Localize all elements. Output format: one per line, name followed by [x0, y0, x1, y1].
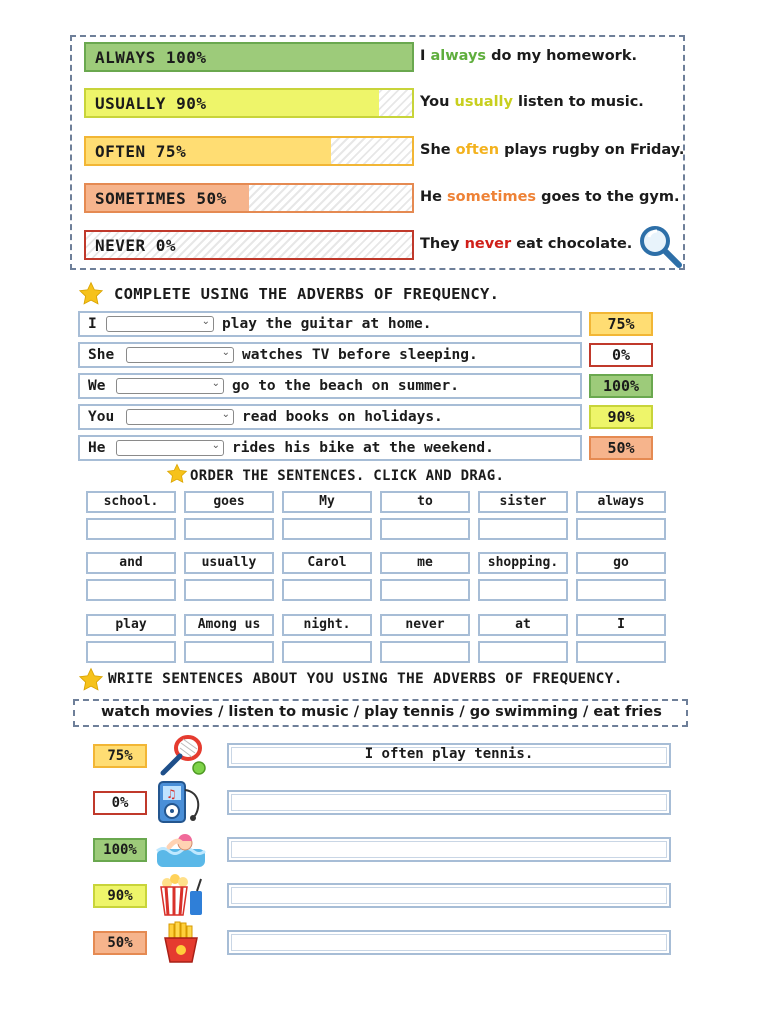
- example-rest: goes to the gym.: [536, 189, 680, 205]
- star-icon: [78, 281, 104, 307]
- swimmer-icon: [155, 827, 207, 871]
- percent-badge: 50%: [589, 436, 653, 460]
- answer-text: I often play tennis.: [364, 746, 534, 762]
- drop-slot[interactable]: [380, 641, 470, 663]
- complete-sentence-row: [78, 404, 582, 430]
- drop-slot[interactable]: [184, 579, 274, 601]
- word-tile[interactable]: shopping.: [478, 552, 568, 574]
- example-adverb: usually: [454, 94, 513, 110]
- percent-badge: 90%: [93, 884, 147, 908]
- adverb-dropdown[interactable]: [106, 316, 214, 332]
- example-sentence: [420, 236, 632, 252]
- sentence-rest: rides his bike at the weekend.: [232, 440, 494, 456]
- frequency-bar: [84, 42, 414, 72]
- drop-slot[interactable]: [380, 518, 470, 540]
- drop-slot[interactable]: [86, 579, 176, 601]
- word-tile[interactable]: goes: [184, 491, 274, 513]
- frequency-bar: [84, 230, 414, 260]
- example-sentence: [420, 48, 637, 64]
- answer-field-inner: [231, 887, 667, 904]
- sentence-rest: read books on holidays.: [242, 409, 443, 425]
- star-icon: [78, 667, 104, 693]
- drop-slot[interactable]: [184, 518, 274, 540]
- adverb-dropdown[interactable]: [126, 347, 234, 363]
- sentence-rest: play the guitar at home.: [222, 316, 432, 332]
- percent-badge: 50%: [93, 931, 147, 955]
- sentence-subject: I: [88, 316, 97, 332]
- word-tile[interactable]: at: [478, 614, 568, 636]
- example-sentence: [420, 142, 684, 158]
- word-tile[interactable]: never: [380, 614, 470, 636]
- chevron-down-icon: ⌄: [221, 347, 230, 358]
- frequency-bar: [84, 88, 414, 118]
- word-tile[interactable]: school.: [86, 491, 176, 513]
- popcorn-icon: [155, 873, 207, 917]
- adverb-dropdown[interactable]: [116, 440, 224, 456]
- word-tile[interactable]: go: [576, 552, 666, 574]
- percent-badge: 75%: [589, 312, 653, 336]
- word-tile[interactable]: me: [380, 552, 470, 574]
- example-subject: She: [420, 142, 456, 158]
- fries-icon: [155, 920, 207, 964]
- svg-text:♫: ♫: [166, 787, 177, 801]
- frequency-label: USUALLY 90%: [95, 94, 207, 113]
- word-tile[interactable]: and: [86, 552, 176, 574]
- frequency-label: SOMETIMES 50%: [95, 189, 227, 208]
- word-tile[interactable]: to: [380, 491, 470, 513]
- frequency-label: NEVER 0%: [95, 236, 177, 255]
- chevron-down-icon: ⌄: [211, 440, 220, 451]
- sentence-subject: You: [88, 409, 115, 425]
- sentence-subject: She: [88, 347, 115, 363]
- word-tile[interactable]: Among us: [184, 614, 274, 636]
- drop-slot[interactable]: [86, 641, 176, 663]
- percent-badge: 75%: [93, 744, 147, 768]
- word-tile[interactable]: night.: [282, 614, 372, 636]
- example-rest: plays rugby on Friday.: [499, 142, 685, 158]
- activity-list: watch movies / listen to music / play tennis / go swimming / eat fries: [101, 704, 662, 720]
- chevron-down-icon: ⌄: [221, 409, 230, 420]
- example-subject: You: [420, 94, 455, 110]
- chevron-down-icon: ⌄: [201, 316, 210, 327]
- word-tile[interactable]: play: [86, 614, 176, 636]
- example-sentence: [420, 189, 679, 205]
- frequency-bar: [84, 183, 414, 213]
- percent-badge: 100%: [589, 374, 653, 398]
- word-tile[interactable]: usually: [184, 552, 274, 574]
- answer-field[interactable]: [227, 837, 671, 862]
- example-adverb: sometimes: [447, 189, 537, 205]
- answer-field[interactable]: [227, 883, 671, 908]
- complete-sentence-row: [78, 373, 582, 399]
- drop-slot[interactable]: [576, 641, 666, 663]
- word-tile[interactable]: always: [576, 491, 666, 513]
- section-title-write: WRITE SENTENCES ABOUT YOU USING THE ADVERBS OF FREQUENCY.: [108, 671, 623, 687]
- example-adverb: often: [455, 142, 500, 158]
- percent-badge: 0%: [93, 791, 147, 815]
- drop-slot[interactable]: [282, 518, 372, 540]
- section-title-complete: COMPLETE USING THE ADVERBS OF FREQUENCY.: [114, 285, 500, 303]
- adverb-dropdown[interactable]: [116, 378, 224, 394]
- percent-badge: 0%: [589, 343, 653, 367]
- answer-field[interactable]: [227, 930, 671, 955]
- tennis-racket-icon: [155, 733, 207, 777]
- example-subject: They: [420, 236, 465, 252]
- word-tile[interactable]: I: [576, 614, 666, 636]
- answer-field-inner: [231, 841, 667, 858]
- drop-slot[interactable]: [576, 579, 666, 601]
- example-subject: I: [420, 48, 431, 64]
- drop-slot[interactable]: [478, 579, 568, 601]
- drop-slot[interactable]: [184, 641, 274, 663]
- music-player-icon: [155, 780, 207, 824]
- drop-slot[interactable]: [282, 579, 372, 601]
- adverb-dropdown[interactable]: [126, 409, 234, 425]
- complete-sentence-row: [78, 311, 582, 337]
- example-adverb: always: [430, 48, 487, 64]
- drop-slot[interactable]: [380, 579, 470, 601]
- complete-sentence-row: [78, 342, 582, 368]
- sentence-subject: We: [88, 378, 106, 394]
- answer-field-inner: [231, 934, 667, 951]
- drop-slot[interactable]: [478, 518, 568, 540]
- example-sentence: [420, 94, 644, 110]
- drop-slot[interactable]: [478, 641, 568, 663]
- word-tile[interactable]: Carol: [282, 552, 372, 574]
- answer-field[interactable]: [227, 743, 671, 768]
- example-rest: do my homework.: [486, 48, 637, 64]
- sentence-rest: watches TV before sleeping.: [242, 347, 478, 363]
- word-tile[interactable]: sister: [478, 491, 568, 513]
- complete-sentence-row: [78, 435, 582, 461]
- answer-field[interactable]: [227, 790, 671, 815]
- sentence-subject: He: [88, 440, 106, 456]
- section-title-order: ORDER THE SENTENCES. CLICK AND DRAG.: [190, 468, 505, 484]
- frequency-scale-panel: [70, 35, 685, 270]
- frequency-label: ALWAYS 100%: [95, 48, 207, 67]
- magnifier-icon: [636, 222, 684, 270]
- percent-badge: 90%: [589, 405, 653, 429]
- answer-field-inner: [231, 794, 667, 811]
- word-tile[interactable]: My: [282, 491, 372, 513]
- frequency-bar: [84, 136, 414, 166]
- example-adverb: never: [464, 236, 512, 252]
- drop-slot[interactable]: [86, 518, 176, 540]
- chevron-down-icon: ⌄: [211, 378, 220, 389]
- example-subject: He: [420, 189, 448, 205]
- example-rest: listen to music.: [512, 94, 644, 110]
- drop-slot[interactable]: [576, 518, 666, 540]
- example-rest: eat chocolate.: [511, 236, 633, 252]
- drop-slot[interactable]: [282, 641, 372, 663]
- sentence-rest: go to the beach on summer.: [232, 378, 459, 394]
- activity-word-bank: [73, 699, 688, 727]
- frequency-label: OFTEN 75%: [95, 142, 187, 161]
- percent-badge: 100%: [93, 838, 147, 862]
- star-icon: [166, 463, 188, 485]
